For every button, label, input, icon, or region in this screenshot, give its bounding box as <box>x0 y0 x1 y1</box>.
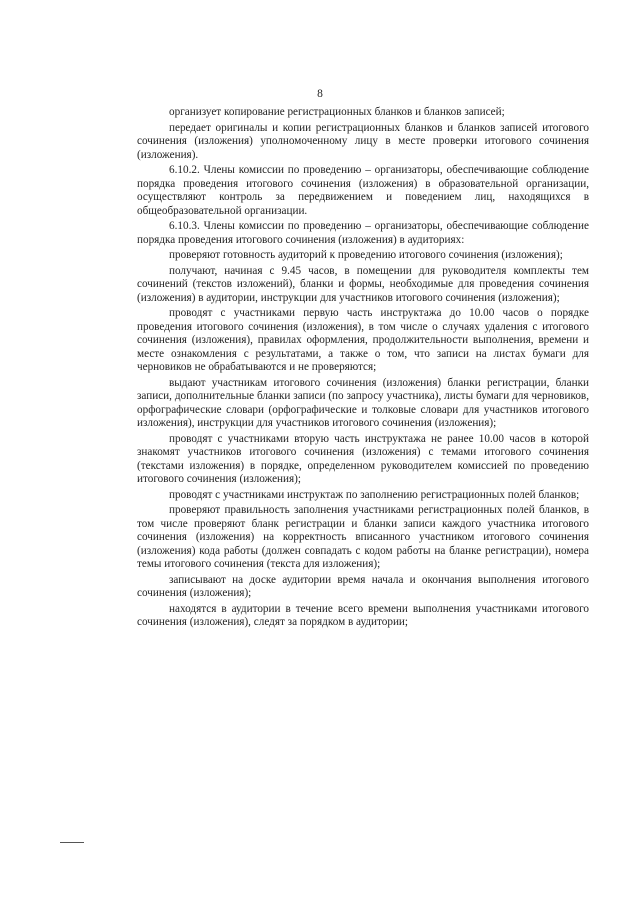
paragraph-1: организует копирование регистрационных бланков и бланков записей; <box>169 106 505 118</box>
paragraph-13: находятся в аудитории в течение всего времени выполнения участниками итогового сочинения (изложения), следят за порядком в аудитории; <box>137 602 589 628</box>
paragraph-5: проверяют готовность аудиторий к проведению итогового сочинения (изложения); <box>169 249 563 261</box>
paragraph-12: записывают на доске аудитории время начала и окончания выполнения итогового сочинения (изложения); <box>137 573 589 599</box>
paragraph-2: передает оригиналы и копии регистрационных бланков и бланков записей итогового сочинения (изложения) уполномоченному лицу в месте проверки итогового сочинения (изложения). <box>137 121 589 161</box>
paragraph-10: проводят с участниками инструктаж по заполнению регистрационных полей бланков; <box>169 488 580 501</box>
paragraph-4: 6.10.3. Члены комиссии по проведению – организаторы, обеспечивающие соблюдение порядка проведения итогового сочинения (изложения) в аудиториях: <box>137 220 589 246</box>
paragraph-8: выдают участникам итогового сочинения (изложения) бланки регистрации, бланки записи, дополнительные бланки записи (по запросу участника), листы бумаги для черновиков, орфографические словари (орфографические и толковые словари для участников итогового изложения), инструкции для участников итогового сочинения (изложения); <box>137 376 589 429</box>
paragraph-11: проверяют правильность заполнения участниками регистрационных полей бланков, в том числе проверяют бланк регистрации и бланки записи каждого участника итогового сочинения (изложения) на корректность вписанного участником итогового сочинения (изложения) кода работы (должен совпадать с кодом работы на бланке регистрации), номера темы итогового сочинения (текста для изложения); <box>137 504 589 570</box>
page-number: 8 <box>317 88 323 100</box>
paragraph-3: 6.10.2. Члены комиссии по проведению – организаторы, обеспечивающие соблюдение порядка проведения итогового сочинения (изложения) в образовательной организации, осуществляют контроль за передвижением и поведением лиц, находящихся в общеобразовательной организации. <box>137 164 589 217</box>
scan-mark-line <box>60 842 84 843</box>
paragraph-6: получают, начиная с 9.45 часов, в помещении для руководителя комплекты тем сочинений (текстов изложений), бланки и формы, необходимые для проведения сочинения (изложения) в аудитории, инструкции для участников итогового сочинения (изложения); <box>137 264 589 304</box>
document-body <box>137 106 589 632</box>
paragraph-7: проводят с участниками первую часть инструктажа до 10.00 часов о порядке проведения итогового сочинения (изложения), в том числе о случаях удаления с итогового сочинения (изложения), правилах оформления, продолжительности выполнения, времени и месте ознакомления с результатами, а также о том, что записи на листах бумаги для черновиков не обрабатываются и не проверяются; <box>137 307 589 373</box>
paragraph-9: проводят с участниками вторую часть инструктажа не ранее 10.00 часов в которой знакомят участников итогового сочинения (изложения) с темами итогового сочинения (текстами изложения) в порядке, определенном руководителем комиссией по проведению итогового сочинения (изложения); <box>137 432 589 485</box>
